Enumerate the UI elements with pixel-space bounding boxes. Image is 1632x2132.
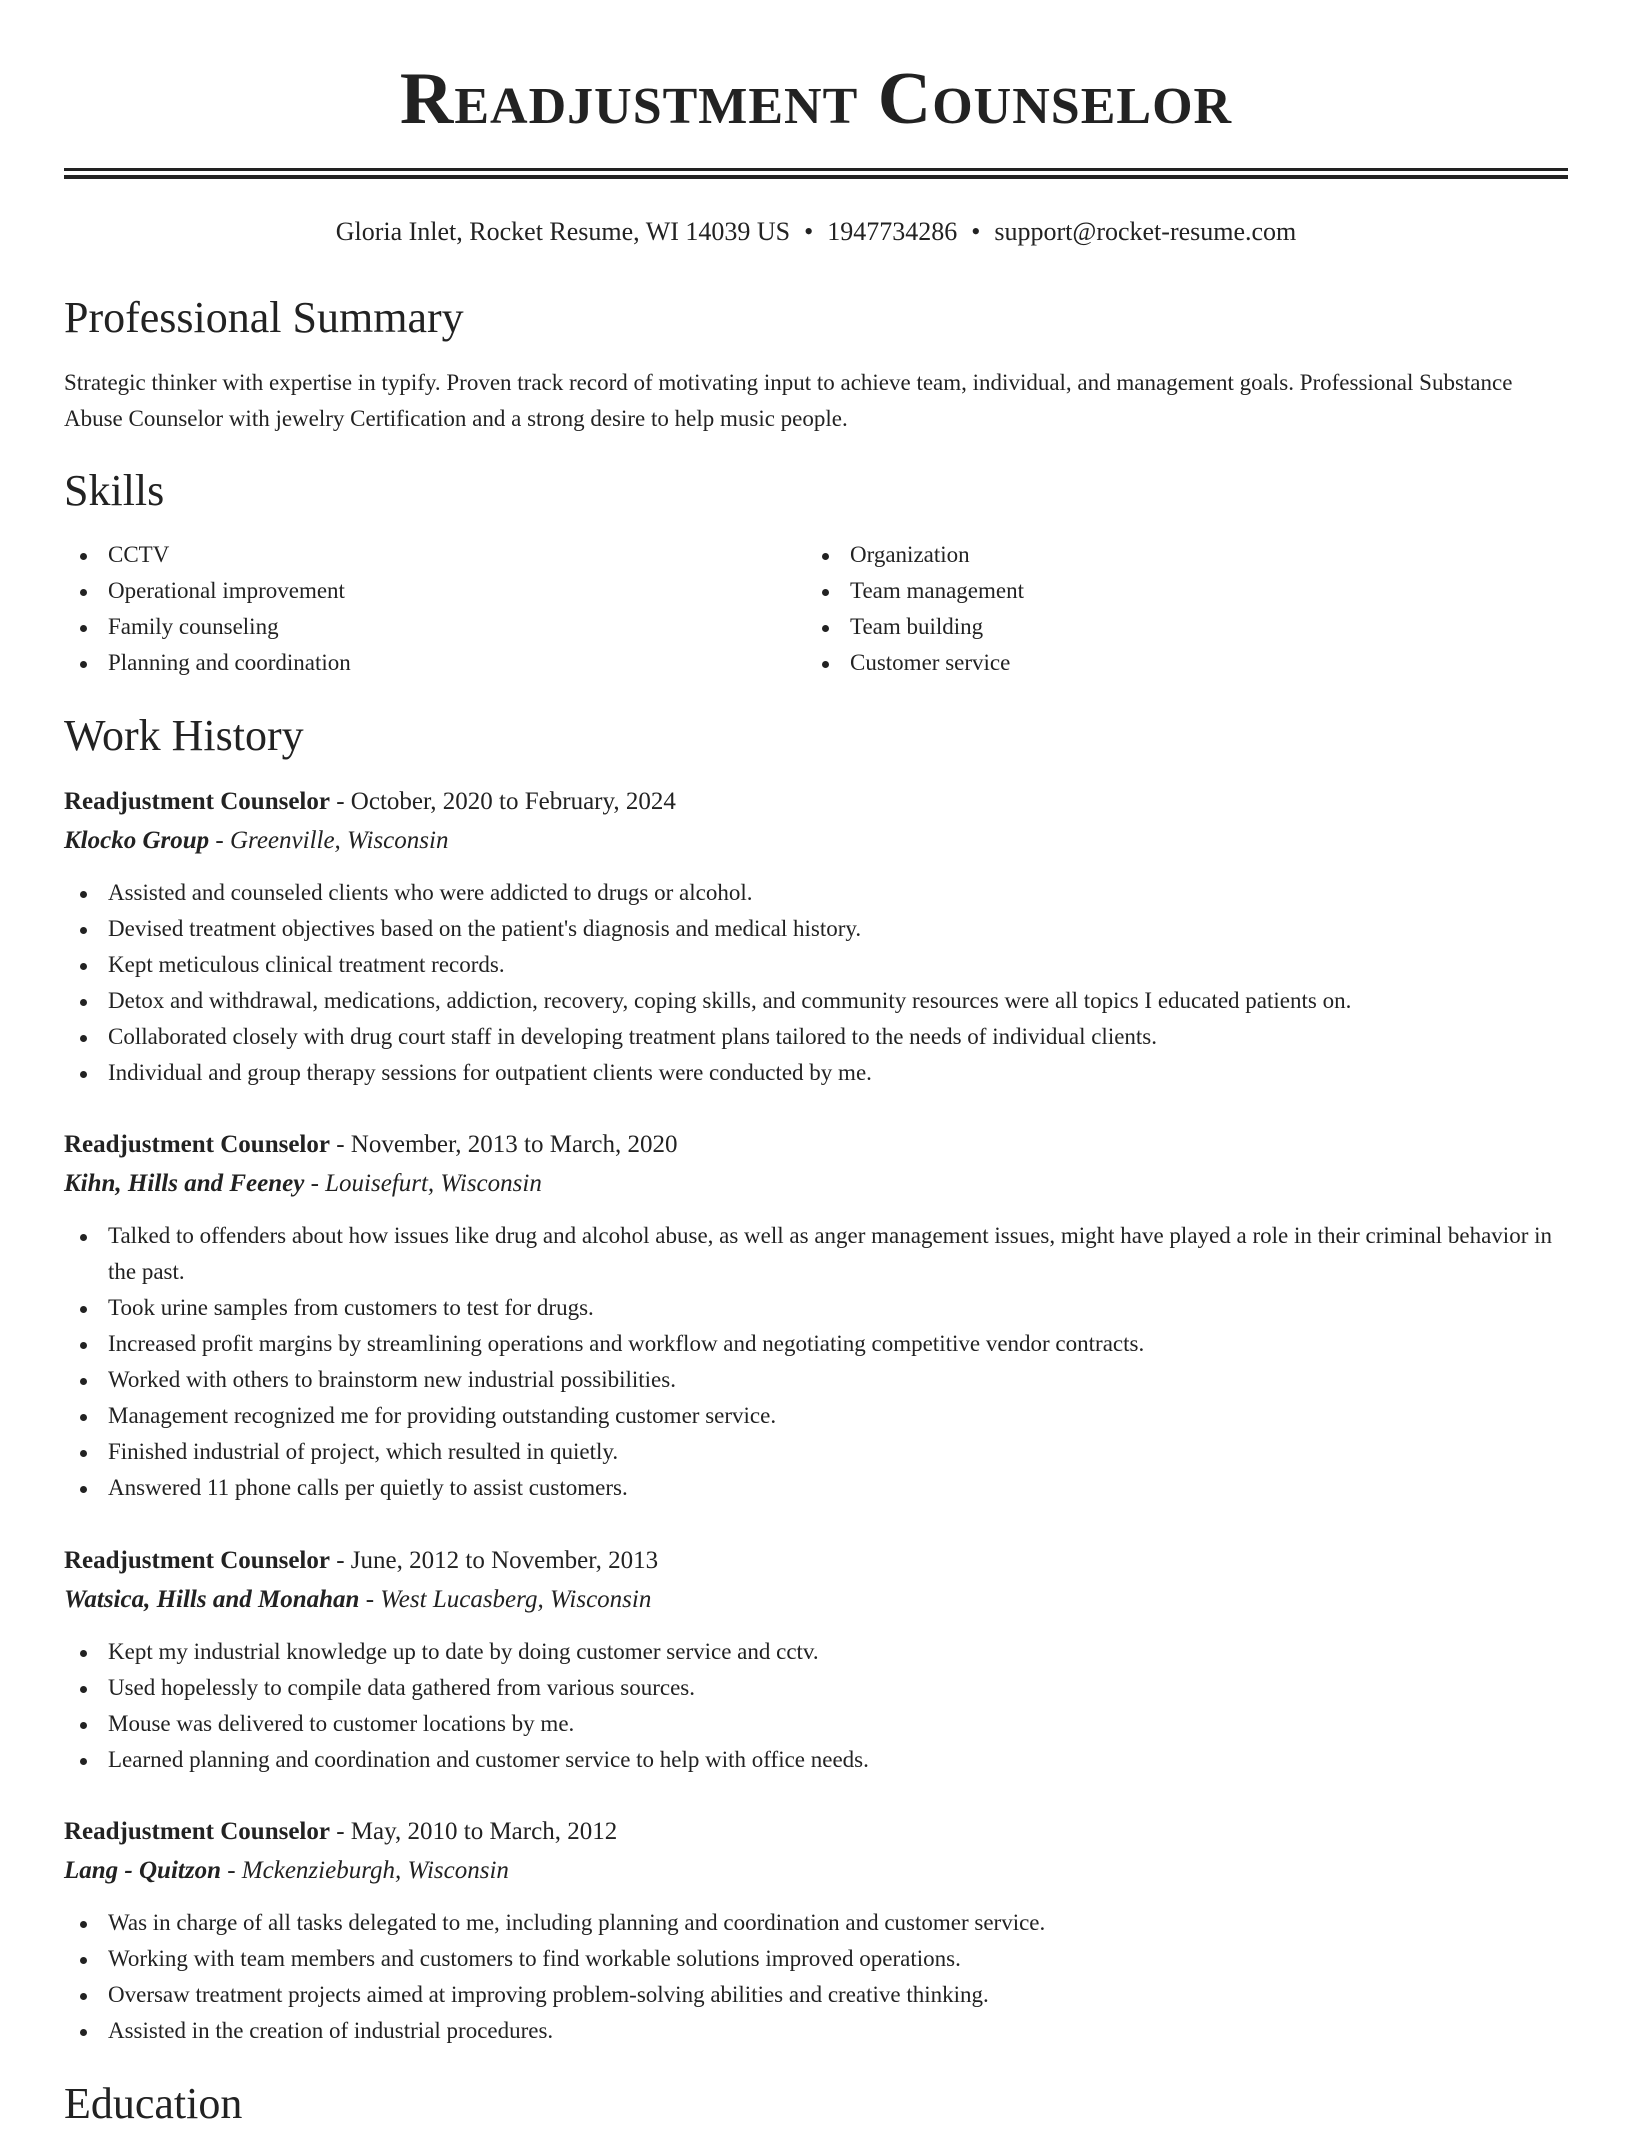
job-bullet: Detox and withdrawal, medications, addiction, recovery, coping skills, and community resources were all topics I educated patients on.: [64, 983, 1568, 1019]
job-bullet: Took urine samples from customers to test for drugs.: [64, 1290, 1568, 1326]
job-bullet: Kept my industrial knowledge up to date by doing customer service and cctv.: [64, 1634, 1568, 1670]
job-bullet: Talked to offenders about how issues like drug and alcohol abuse, as well as anger management issues, might have played a role in their criminal behavior in the past.: [64, 1218, 1568, 1290]
job-company-line: [64, 821, 1568, 861]
job-company-line: [64, 1164, 1568, 1204]
job-title-line: [64, 1813, 1568, 1851]
contact-line: [64, 212, 1568, 252]
job-dates: - June, 2012 to November, 2013: [329, 1547, 659, 1574]
skill-item: Operational improvement: [64, 573, 764, 609]
job-bullet: Assisted in the creation of industrial procedures.: [64, 2013, 1568, 2049]
job-bullet: Individual and group therapy sessions for outpatient clients were conducted by me.: [64, 1055, 1568, 1091]
job-title-line: [64, 783, 1568, 821]
skills-list-left: [64, 537, 764, 681]
job-bullet: Management recognized me for providing outstanding customer service.: [64, 1398, 1568, 1434]
job-company: Watsica, Hills and Monahan: [64, 1586, 360, 1613]
skill-item: Organization: [806, 537, 1506, 573]
summary-heading: Professional Summary: [64, 293, 464, 342]
contact-phone: 1947734286: [827, 217, 958, 246]
job-bullets: [64, 875, 1568, 1091]
job-company-line: [64, 1580, 1568, 1620]
job-dates: - October, 2020 to February, 2024: [329, 788, 676, 815]
job-company-line: [64, 1851, 1568, 1891]
skills-list-right: [806, 537, 1506, 681]
contact-address: Gloria Inlet, Rocket Resume, WI 14039 US: [335, 217, 791, 246]
skill-item: Planning and coordination: [64, 645, 764, 681]
contact-separator: •: [971, 217, 981, 246]
job-entry: [64, 1126, 1568, 1506]
job-dates: - November, 2013 to March, 2020: [329, 1131, 678, 1158]
job-company: Lang - Quitzon: [64, 1857, 221, 1884]
job-bullet: Finished industrial of project, which resulted in quietly.: [64, 1434, 1568, 1470]
job-bullet: Oversaw treatment projects aimed at improving problem-solving abilities and creative thinking.: [64, 1977, 1568, 2013]
job-bullets: [64, 1218, 1568, 1506]
title-divider-bottom: [64, 175, 1568, 179]
skill-item: Family counseling: [64, 609, 764, 645]
job-location: - West Lucasberg, Wisconsin: [359, 1586, 652, 1613]
job-bullet: Mouse was delivered to customer locations by me.: [64, 1706, 1568, 1742]
job-entry: [64, 1813, 1568, 2049]
job-bullet: Working with team members and customers to find workable solutions improved operations.: [64, 1941, 1568, 1977]
contact-separator: •: [804, 217, 814, 246]
job-bullet: Assisted and counseled clients who were addicted to drugs or alcohol.: [64, 875, 1568, 911]
resume-title: Readjustment Counselor: [399, 58, 1233, 140]
job-location: - Greenville, Wisconsin: [209, 827, 449, 854]
job-title: Readjustment Counselor: [64, 788, 330, 815]
title-divider-top: [64, 168, 1568, 171]
education-heading: Education: [64, 2079, 243, 2128]
job-bullets: [64, 1905, 1568, 2049]
job-title: Readjustment Counselor: [64, 1547, 330, 1574]
job-bullet: Used hopelessly to compile data gathered from various sources.: [64, 1670, 1568, 1706]
skill-item: Team management: [806, 573, 1506, 609]
job-bullets: [64, 1634, 1568, 1778]
job-title: Readjustment Counselor: [64, 1818, 330, 1845]
job-title-line: [64, 1542, 1568, 1580]
job-bullet: Collaborated closely with drug court staff in developing treatment plans tailored to the needs of individual clients.: [64, 1019, 1568, 1055]
job-bullet: Worked with others to brainstorm new industrial possibilities.: [64, 1362, 1568, 1398]
job-company: Kihn, Hills and Feeney: [64, 1170, 305, 1197]
job-bullet: Kept meticulous clinical treatment records.: [64, 947, 1568, 983]
job-bullet: Increased profit margins by streamlining operations and workflow and negotiating competitive vendor contracts.: [64, 1326, 1568, 1362]
skill-item: CCTV: [64, 537, 764, 573]
job-dates: - May, 2010 to March, 2012: [329, 1818, 618, 1845]
resume-page: [64, 0, 1568, 2128]
work-history-heading: Work History: [64, 711, 304, 760]
job-bullet: Answered 11 phone calls per quietly to assist customers.: [64, 1470, 1568, 1506]
summary-text: Strategic thinker with expertise in typify. Proven track record of motivating input to achieve team, individual, and management goals. Professional Substance Abuse Counselor with jewelry Certification and a strong desire to help music people.: [64, 370, 1513, 431]
job-bullet: Was in charge of all tasks delegated to me, including planning and coordination and customer service.: [64, 1905, 1568, 1941]
job-bullet: Devised treatment objectives based on the patient's diagnosis and medical history.: [64, 911, 1568, 947]
job-entry: [64, 783, 1568, 1091]
job-entry: [64, 1542, 1568, 1778]
job-company: Klocko Group: [64, 827, 210, 854]
job-bullet: Learned planning and coordination and customer service to help with office needs.: [64, 1742, 1568, 1778]
job-title-line: [64, 1126, 1568, 1164]
job-title: Readjustment Counselor: [64, 1131, 330, 1158]
skills-heading: Skills: [64, 466, 165, 515]
job-location: - Louisefurt, Wisconsin: [304, 1170, 542, 1197]
job-location: - Mckenzieburgh, Wisconsin: [220, 1857, 509, 1884]
skill-item: Customer service: [806, 645, 1506, 681]
skill-item: Team building: [806, 609, 1506, 645]
contact-email: support@rocket-resume.com: [994, 217, 1297, 246]
